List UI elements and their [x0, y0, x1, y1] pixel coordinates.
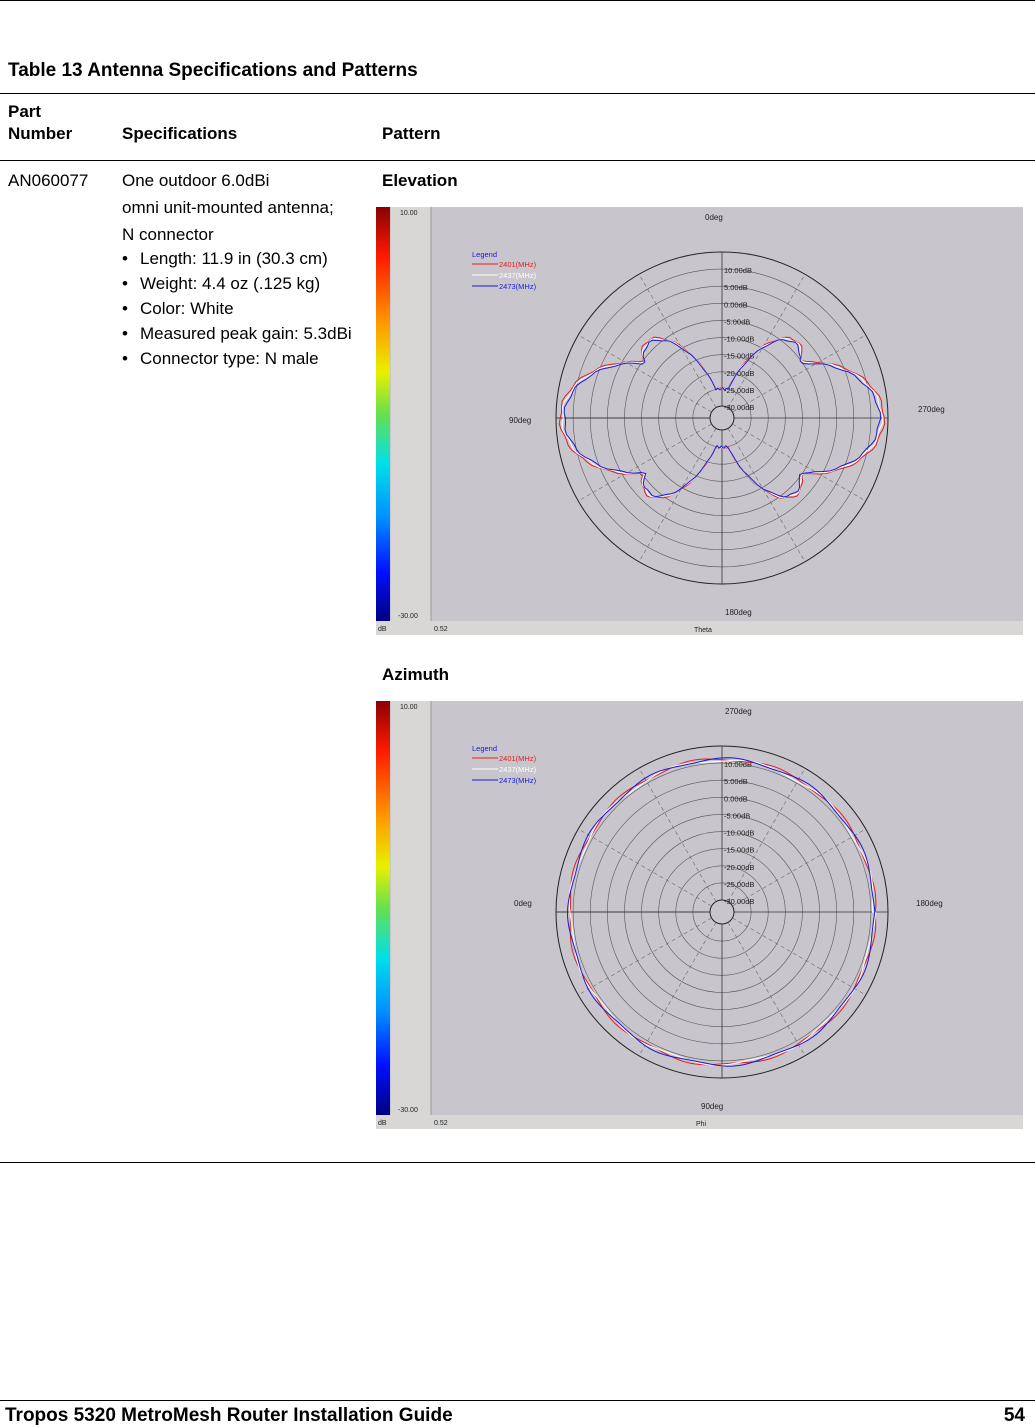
angle-top-label: 270deg: [725, 707, 752, 716]
header-part-number: [8, 101, 72, 145]
top-rule: [0, 0, 1035, 1]
ring-label: -25.00dB: [724, 879, 755, 889]
header-specifications: Specifications: [122, 124, 238, 143]
legend-item-2401: 2401(MHz): [499, 260, 537, 269]
table-bottom-rule: [0, 1162, 1035, 1163]
table-title: Table 13 Antenna Specifications and Patterns: [8, 60, 418, 81]
spec-bullet: [122, 323, 367, 345]
spec-line-1: One outdoor 6.0dBi: [122, 171, 270, 190]
spec-bullet: [122, 248, 367, 270]
scale-panel: [391, 701, 431, 1115]
legend-title: Legend: [472, 250, 498, 259]
header-part-line2: Number: [8, 124, 73, 143]
legend-item-2473: 2473(MHz): [499, 282, 537, 291]
ring-label: 10.00dB: [724, 266, 752, 276]
legend-item-2437: 2437(MHz): [499, 271, 537, 280]
axis-name-label: Phi: [696, 1121, 707, 1128]
scale-min-label: -30.00: [398, 1107, 418, 1114]
spec-bullet: [122, 273, 367, 295]
table-top-rule: [0, 93, 1035, 94]
spec-bullet-text: Connector type: N male: [140, 349, 319, 368]
color-scale-bar: [376, 701, 390, 1115]
angle-top-label: 0deg: [705, 213, 723, 222]
ring-label: -15.00dB: [724, 351, 755, 361]
angle-bottom-label: 90deg: [701, 1102, 724, 1111]
color-scale-bar: [376, 207, 390, 621]
scale-max-label: 10.00: [400, 704, 418, 711]
min-value-label: 0.52: [434, 1120, 448, 1127]
elevation-polar-chart: [376, 207, 1023, 635]
spec-line-2: omni unit-mounted antenna;: [122, 198, 334, 217]
angle-left-label: 0deg: [514, 899, 532, 908]
spec-bullet: [122, 348, 367, 370]
header-rule: [0, 160, 1035, 161]
ring-label: 0.00dB: [724, 794, 748, 804]
ring-label: -20.00dB: [724, 368, 755, 378]
ring-label: 5.00dB: [724, 777, 748, 787]
ring-label: -20.00dB: [724, 862, 755, 872]
ring-label: -10.00dB: [724, 334, 755, 344]
angle-left-label: 90deg: [509, 416, 532, 425]
ring-label: -5.00dB: [724, 811, 751, 821]
ring-label: -15.00dB: [724, 845, 755, 855]
bullet-glyph: •: [122, 299, 128, 318]
ring-label: 10.00dB: [724, 760, 752, 770]
ring-label: -30.00dB: [724, 403, 755, 412]
legend-item-2401: 2401(MHz): [499, 754, 537, 763]
ring-label: 0.00dB: [724, 300, 748, 310]
spec-bullet-text: Color: White: [140, 299, 234, 318]
angle-right-label: 180deg: [916, 899, 943, 908]
plot-background: [376, 207, 1023, 635]
azimuth-heading: Azimuth: [382, 665, 450, 684]
spec-bullet-list: [122, 248, 367, 373]
axis-name-label: Theta: [694, 627, 712, 634]
legend-item-2437: 2437(MHz): [499, 765, 537, 774]
scale-panel: [391, 207, 431, 621]
scale-min-label: -30.00: [398, 613, 418, 620]
bullet-glyph: •: [122, 349, 128, 368]
azimuth-polar-chart: [376, 701, 1023, 1129]
unit-label: dB: [378, 1120, 387, 1127]
ring-label: -30.00dB: [724, 897, 755, 906]
ring-label: -10.00dB: [724, 828, 755, 838]
bullet-glyph: •: [122, 274, 128, 293]
page-number: 54: [1003, 1405, 1025, 1426]
legend-title: Legend: [472, 744, 498, 753]
bullet-glyph: •: [122, 324, 128, 343]
elevation-plot: [376, 207, 1023, 635]
spec-bullet-text: Length: 11.9 in (30.3 cm): [140, 249, 328, 268]
spec-line-3: N connector: [122, 225, 214, 244]
spec-bullet: [122, 298, 367, 320]
spec-bullet-text: Measured peak gain: 5.3dBi: [140, 324, 352, 343]
footer-rule: [0, 1400, 1035, 1401]
azimuth-plot: [376, 701, 1023, 1129]
angle-right-label: 270deg: [918, 405, 945, 414]
bullet-glyph: •: [122, 249, 128, 268]
header-pattern: Pattern: [382, 124, 441, 143]
min-value-label: 0.52: [434, 626, 448, 633]
angle-bottom-label: 180deg: [725, 608, 752, 617]
ring-label: -25.00dB: [724, 385, 755, 395]
spec-bullet-text: Weight: 4.4 oz (.125 kg): [140, 274, 321, 293]
unit-label: dB: [378, 626, 387, 633]
footer-title: Tropos 5320 MetroMesh Router Installation Guide: [5, 1405, 453, 1426]
scale-max-label: 10.00: [400, 210, 418, 217]
legend-item-2473: 2473(MHz): [499, 776, 537, 785]
elevation-heading: Elevation: [382, 171, 458, 190]
header-part-line1: Part: [8, 102, 42, 121]
ring-label: -5.00dB: [724, 317, 751, 327]
ring-label: 5.00dB: [724, 283, 748, 293]
part-number: AN060077: [8, 171, 89, 190]
